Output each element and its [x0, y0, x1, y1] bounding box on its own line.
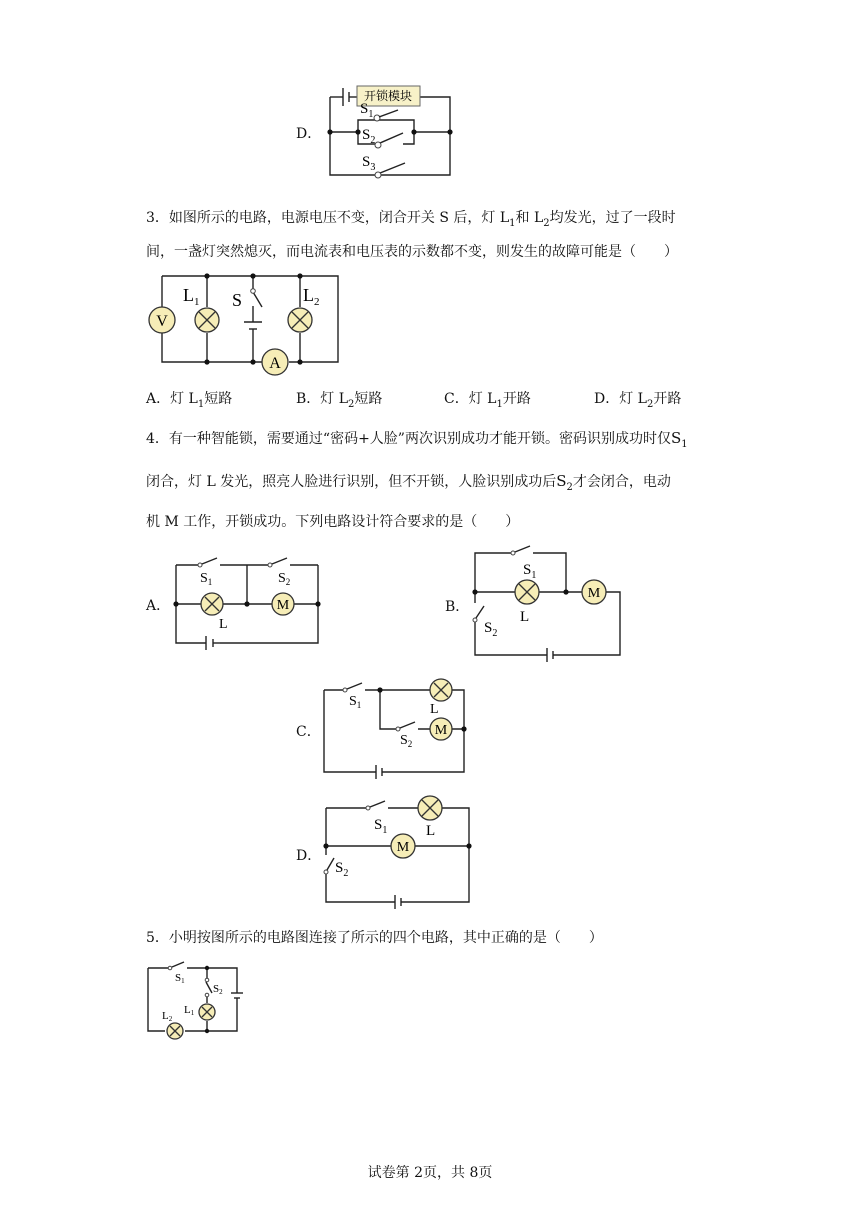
q2-option-d-letter: D．	[296, 126, 322, 142]
q4b-motor-label: M	[587, 586, 601, 601]
q4a-lamp-label: L	[219, 617, 228, 632]
q4-question-line2: 闭合，灯 L 发光，照亮人脸进行识别，但不开锁，人脸识别成功后$S_2$才会闭合，电动	[146, 472, 671, 493]
ammeter-label: A	[269, 355, 281, 372]
q2-s1-label: $S_1$	[360, 101, 374, 120]
q4b-lamp-label: L	[520, 609, 530, 625]
q4c-s1-label: $S_1$	[349, 694, 362, 710]
q4c-lamp-label: L	[430, 702, 439, 717]
q2-s2-label: $S_2$	[362, 127, 376, 146]
q3-option-d[interactable]: D．灯 $L_2$开路	[594, 391, 682, 410]
q3-l1-label: $L_1$	[183, 285, 200, 308]
q3-option-a[interactable]: A．灯 $L_1$短路	[146, 391, 233, 410]
q4b-s1-label: $S_1$	[523, 562, 537, 581]
q4d-s1-label: $S_1$	[374, 817, 388, 836]
q5-l2-label: L2	[162, 1010, 173, 1023]
q4d-motor-label: M	[396, 840, 410, 855]
q5-l1-label: L1	[184, 1004, 195, 1017]
q3-s-label: S	[232, 290, 243, 310]
q3-question-line2: 间，一盏灯突然熄灭，而电流表和电压表的示数都不变，则发生的故障可能是（ ）	[146, 244, 678, 260]
unlock-module-label: 开锁模块	[363, 89, 413, 103]
q4-question-line1: 4．有一种智能锁，需要通过“密码+人脸”两次识别成功才能开锁。密码识别成功时仅$S_1$	[146, 429, 688, 450]
q5-question: 5．小明按图所示的电路图连接了所示的四个电路，其中正确的是（ ）	[146, 930, 603, 946]
q5-s2-label: S2	[213, 983, 223, 996]
q5-s1-label: S1	[175, 972, 185, 985]
q4-option-a-letter[interactable]: A．	[146, 598, 171, 614]
q4-option-b-letter[interactable]: B．	[445, 599, 470, 615]
q4b-s2-label: $S_2$	[484, 620, 498, 639]
voltmeter-label: V	[156, 313, 168, 330]
q4c-s2-label: $S_2$	[400, 733, 413, 749]
q4d-lamp-label: L	[426, 823, 436, 839]
q3-option-b[interactable]: B．灯 $L_2$短路	[296, 391, 383, 410]
q4c-motor-label: M	[434, 723, 448, 738]
page-footer: 试卷第 2页，共 8页	[367, 1165, 493, 1181]
q4-option-c-letter[interactable]: C．	[296, 724, 321, 740]
q2-s3-label: $S_3$	[362, 154, 376, 173]
q4-question-line3: 机 M 工作，开锁成功。下列电路设计符合要求的是（ ）	[146, 514, 520, 530]
q4a-motor-label: M	[276, 598, 290, 613]
q3-question-line1: 3．如图所示的电路，电源电压不变，闭合开关 S 后，灯 $L_1$和 $L_2$均发光，过了一段时	[146, 210, 676, 229]
q4a-s1-label: $S_1$	[200, 571, 213, 587]
q4-option-d-letter[interactable]: D．	[296, 848, 322, 864]
q4a-s2-label: $S_2$	[278, 571, 291, 587]
q4d-s2-label: $S_2$	[335, 860, 349, 879]
q3-option-c[interactable]: C．灯 $L_1$开路	[444, 391, 531, 410]
q3-l2-label: $L_2$	[303, 285, 320, 308]
